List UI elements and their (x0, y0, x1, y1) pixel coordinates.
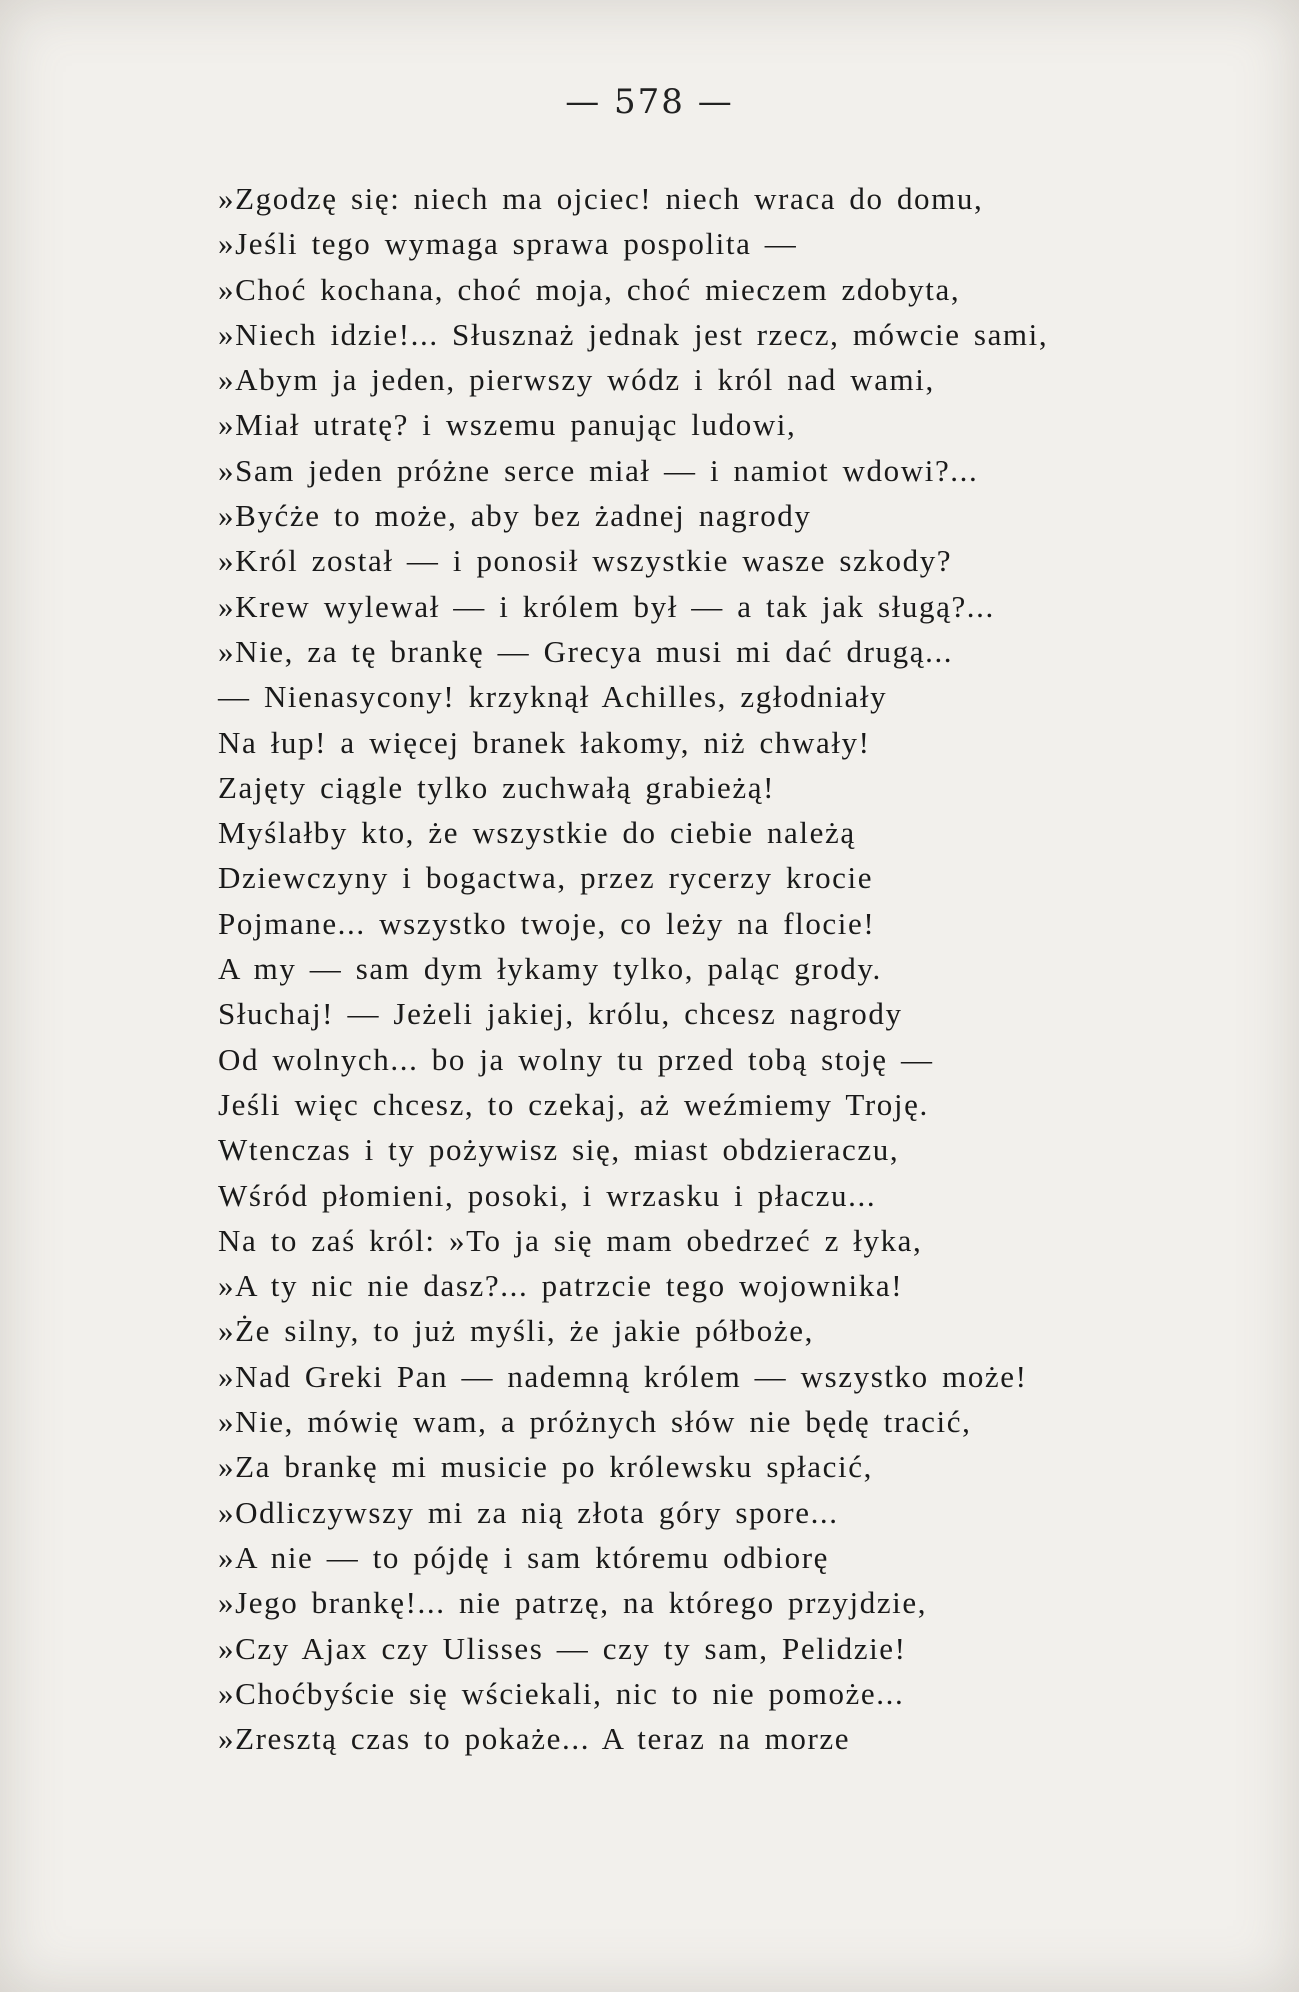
poem-line: A my — sam dym łykamy tylko, paląc grody. (218, 951, 882, 987)
poem-line: Słuchaj! — Jeżeli jakiej, królu, chcesz nagrody (218, 996, 903, 1032)
poem-line: — Nienasycony! krzyknął Achilles, zgłodniały (218, 679, 888, 715)
poem-line: »Choć kochana, choć moja, choć mieczem zdobyta, (218, 271, 961, 307)
poem-line: Wtenczas i ty pożywisz się, miast obdzieraczu, (218, 1132, 900, 1168)
poem-line: »A nie — to pójdę i sam któremu odbiorę (218, 1539, 829, 1575)
poem-line: Jeśli więc chcesz, to czekaj, aż weźmiemy Troję. (218, 1086, 929, 1122)
poem-line: Na to zaś król: »To ja się mam obedrzeć z łyka, (218, 1222, 923, 1258)
poem-line: »Byćże to może, aby bez żadnej nagrody (218, 498, 812, 534)
poem-line: Wśród płomieni, posoki, i wrzasku i płaczu... (218, 1177, 877, 1213)
poem-line: »Nad Greki Pan — nademną królem — wszystko może! (218, 1358, 1028, 1394)
poem-line: »A ty nic nie dasz?... patrzcie tego wojownika! (218, 1268, 904, 1304)
poem-line: »Miał utratę? i wszemu panując ludowi, (218, 407, 797, 443)
poem-line: »Król został — i ponosił wszystkie wasze szkody? (218, 543, 953, 579)
poem-line: »Że silny, to już myśli, że jakie półboże, (218, 1313, 814, 1349)
poem-line: »Niech idzie!... Słusznaż jednak jest rzecz, mówcie sami, (218, 316, 1049, 352)
poem-line: »Za brankę mi musicie po królewsku spłacić, (218, 1449, 873, 1485)
poem-line: »Zresztą czas to pokaże... A teraz na morze (218, 1721, 851, 1757)
poem-line: »Nie, za tę brankę — Grecya musi mi dać drugą... (218, 633, 954, 669)
poem-line: Myślałby kto, że wszystkie do ciebie należą (218, 815, 856, 851)
page-number: — 578 — (565, 82, 734, 122)
poem-text (218, 176, 1228, 1761)
poem-line: »Czy Ajax czy Ulisses — czy ty sam, Pelidzie! (218, 1630, 907, 1666)
poem-line: »Odliczywszy mi za nią złota góry spore... (218, 1494, 839, 1530)
poem-line: »Choćbyście się wściekali, nic to nie pomoże... (218, 1675, 905, 1711)
poem-line: Dziewczyny i bogactwa, przez rycerzy krocie (218, 860, 874, 896)
poem-line: »Jeśli tego wymaga sprawa pospolita — (218, 226, 798, 262)
poem-line: Pojmane... wszystko twoje, co leży na flocie! (218, 905, 876, 941)
poem-line: Zajęty ciągle tylko zuchwałą grabieżą! (218, 769, 776, 805)
poem-line: »Abym ja jeden, pierwszy wódz i król nad wami, (218, 362, 935, 398)
poem-line: »Nie, mówię wam, a próżnych słów nie będę tracić, (218, 1404, 972, 1440)
poem-line: Od wolnych... bo ja wolny tu przed tobą stoję — (218, 1041, 934, 1077)
poem-line: »Zgodzę się: niech ma ojciec! niech wraca do domu, (218, 181, 984, 216)
poem-line: »Jego brankę!... nie patrzę, na którego przyjdzie, (218, 1585, 928, 1621)
poem-line: »Krew wylewał — i królem był — a tak jak sługą?... (218, 588, 995, 624)
poem-line: Na łup! a więcej branek łakomy, niż chwały! (218, 724, 871, 760)
poem-line: »Sam jeden próżne serce miał — i namiot wdowi?... (218, 452, 979, 488)
